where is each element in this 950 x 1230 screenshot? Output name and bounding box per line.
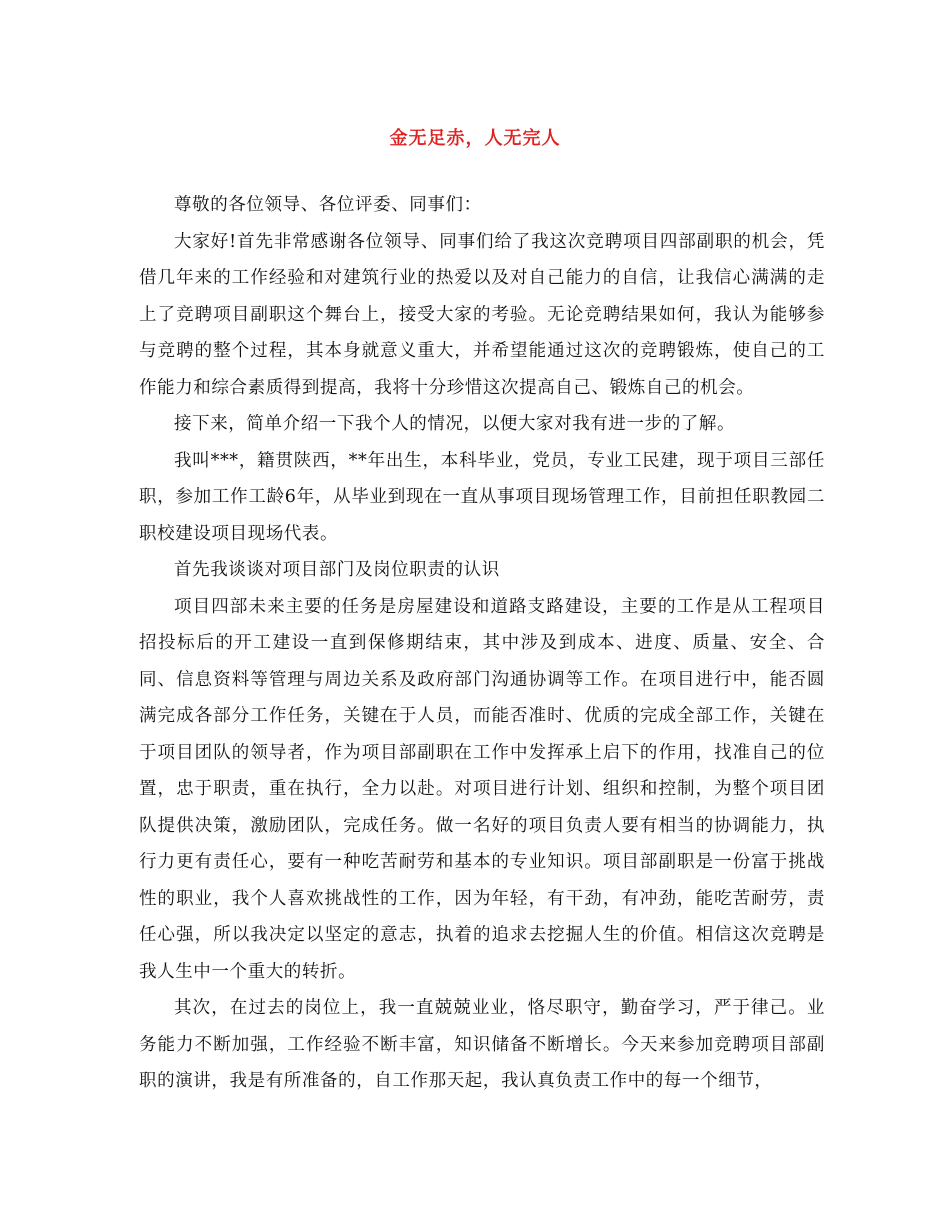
document-title: 金无足赤，人无完人: [389, 128, 561, 149]
intro-paragraph: 接下来，简单介绍一下我个人的情况，以便大家对我有进一步的了解。: [174, 414, 736, 434]
responsibility-paragraph: 项目四部未来主要的任务是房屋建设和道路支路建设，主要的工作是从工程项目招投标后的开工建设一直到保修期结束，其中涉及到成本、进度、质量、安全、合同、信息资料等管理与周边关系及政府部门沟通协调等工作。在项目进行中，能否圆满完成各部分工作任务，关键在于人员，而能否准时、优质的完成全部工作，关键在于项目团队的领导者，作为项目部副职在工作中发挥承上启下的作用，找准自己的位置，忠于职责，重在执行，全力以赴。对项目进行计划、组织和控制，为整个项目团队提供决策，激励团队，完成任务。做一名好的项目负责人要有相当的协调能力，执行力更有责任心，要有一种吃苦耐劳和基本的专业知识。项目部副职是一份富于挑战性的职业，我个人喜欢挑战性的工作，因为年轻，有干劲，有冲劲，能吃苦耐劳，责任心强，所以我决定以坚定的意志，执着的追求去挖掘人生的价值。相信这次竞聘是我人生中一个重大的转折。: [139, 596, 825, 982]
personal-info-paragraph: 我叫***，籍贯陕西，**年出生，本科毕业，党员，专业工民建，现于项目三部任职，参加工作工龄6年，从毕业到现在一直从事项目现场管理工作，目前担任职教园二职校建设项目现场代表。: [139, 450, 825, 544]
salutation-paragraph: 尊敬的各位领导、各位评委、同事们：: [174, 195, 482, 215]
experience-paragraph: 其次，在过去的岗位上，我一直兢兢业业，恪尽职守，勤奋学习，严于律己。业务能力不断加强，工作经验不断丰富，知识储备不断增长。今天来参加竞聘项目部副职的演讲，我是有所准备的，自工作那天起，我认真负责工作中的每一个细节，: [139, 998, 825, 1091]
document-body: [139, 187, 825, 1100]
greeting-paragraph: 大家好!首先非常感谢各位领导、同事们给了我这次竞聘项目四部副职的机会，凭借几年来的工作经验和对建筑行业的热爱以及对自己能力的自信，让我信心满满的走上了竞聘项目副职这个舞台上，接受大家的考验。无论竞聘结果如何，我认为能够参与竞聘的整个过程，其本身就意义重大，并希望能通过这次的竞聘锻炼，使自己的工作能力和综合素质得到提高，我将十分珍惜这次提高自己、锻炼自己的机会。: [139, 231, 825, 398]
section-heading-paragraph: 首先我谈谈对项目部门及岗位职责的认识: [174, 560, 500, 580]
